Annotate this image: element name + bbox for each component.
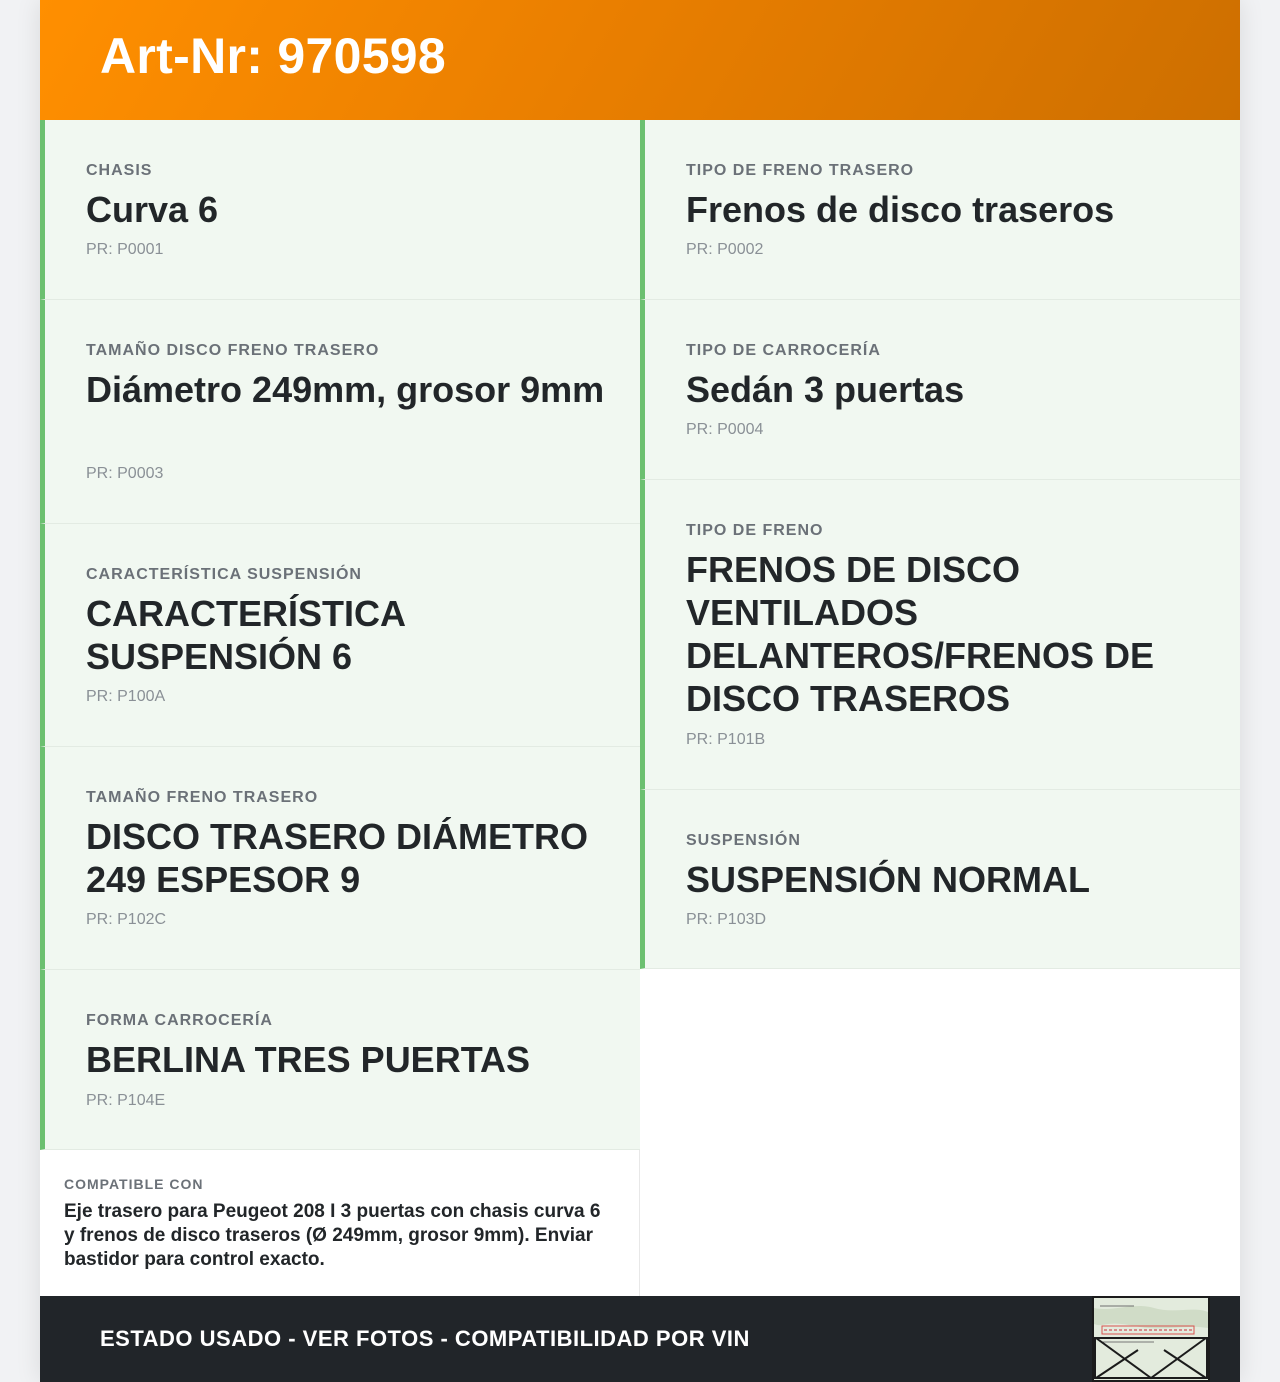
- spec-code: PR: P0002: [686, 241, 764, 258]
- spec-code: PR: P101B: [686, 731, 766, 748]
- spec-value: Diámetro 249mm, grosor 9mm: [86, 369, 605, 410]
- spec-code: PR: P0001: [86, 241, 164, 258]
- compatibility-text: Eje trasero para Peugeot 208 I 3 puertas con chasis curva 6 y frenos de disco traseros (Ø 249mm, grosor 9mm). Enviar bastidor para control exacto.: [64, 1201, 601, 1270]
- spec-card-suspension: [640, 790, 1240, 969]
- spec-value: DISCO TRASERO DIÁMETRO 249 ESPESOR 9: [86, 816, 589, 900]
- spec-value: Frenos de disco traseros: [686, 189, 1115, 230]
- spec-card-tipo-carroceria: [640, 300, 1240, 480]
- spec-code: PR: P100A: [86, 688, 166, 705]
- spec-card-chasis: [40, 120, 640, 300]
- spec-code: PR: P0003: [86, 465, 164, 482]
- spec-label: CHASIS: [86, 162, 153, 179]
- envelope-stamp-svg: [1094, 1298, 1208, 1380]
- compatibility-section: [40, 1150, 640, 1296]
- footer-notice: ESTADO USADO - VER FOTOS - COMPATIBILIDAD POR VIN: [100, 1326, 750, 1351]
- spec-value: CARACTERÍSTICA SUSPENSIÓN 6: [86, 593, 405, 677]
- spec-value: FRENOS DE DISCO VENTILADOS DELANTEROS/FRENOS DE DISCO TRASEROS: [686, 549, 1155, 719]
- spec-label: TIPO DE CARROCERÍA: [686, 342, 881, 359]
- spec-card-tipo-freno-trasero: [640, 120, 1240, 300]
- spec-card-tamano-disco: [40, 300, 640, 524]
- spec-value: Sedán 3 puertas: [686, 369, 965, 410]
- compatibility-label: COMPATIBLE CON: [64, 1176, 204, 1192]
- spec-value: BERLINA TRES PUERTAS: [86, 1039, 531, 1080]
- envelope-stamp-icon: [1092, 1296, 1210, 1382]
- spec-label: TIPO DE FRENO TRASERO: [686, 162, 915, 179]
- spec-value: SUSPENSIÓN NORMAL: [686, 859, 1091, 900]
- spec-code: PR: P0004: [686, 421, 764, 438]
- footer-bar: [40, 1296, 1240, 1382]
- spec-label: TIPO DE FRENO: [686, 522, 824, 539]
- spec-card-caracteristica-suspension: [40, 524, 640, 747]
- spec-label: FORMA CARROCERÍA: [86, 1012, 273, 1029]
- spec-card-tipo-freno: [640, 480, 1240, 790]
- spec-card-forma-carroceria: [40, 970, 640, 1150]
- spec-code: PR: P104E: [86, 1092, 166, 1109]
- article-number-title: Art-Nr: 970598: [100, 28, 447, 84]
- spec-value: Curva 6: [86, 189, 219, 230]
- spec-label: CARACTERÍSTICA SUSPENSIÓN: [86, 566, 362, 583]
- spec-code: PR: P102C: [86, 911, 167, 928]
- page: [40, 0, 1240, 1382]
- spec-label: TAMAÑO FRENO TRASERO: [86, 789, 319, 806]
- spec-label: SUSPENSIÓN: [686, 832, 801, 849]
- spec-label: TAMAÑO DISCO FRENO TRASERO: [86, 342, 380, 359]
- header-banner: [40, 0, 1240, 120]
- spec-card-tamano-freno: [40, 747, 640, 970]
- spec-code: PR: P103D: [686, 911, 767, 928]
